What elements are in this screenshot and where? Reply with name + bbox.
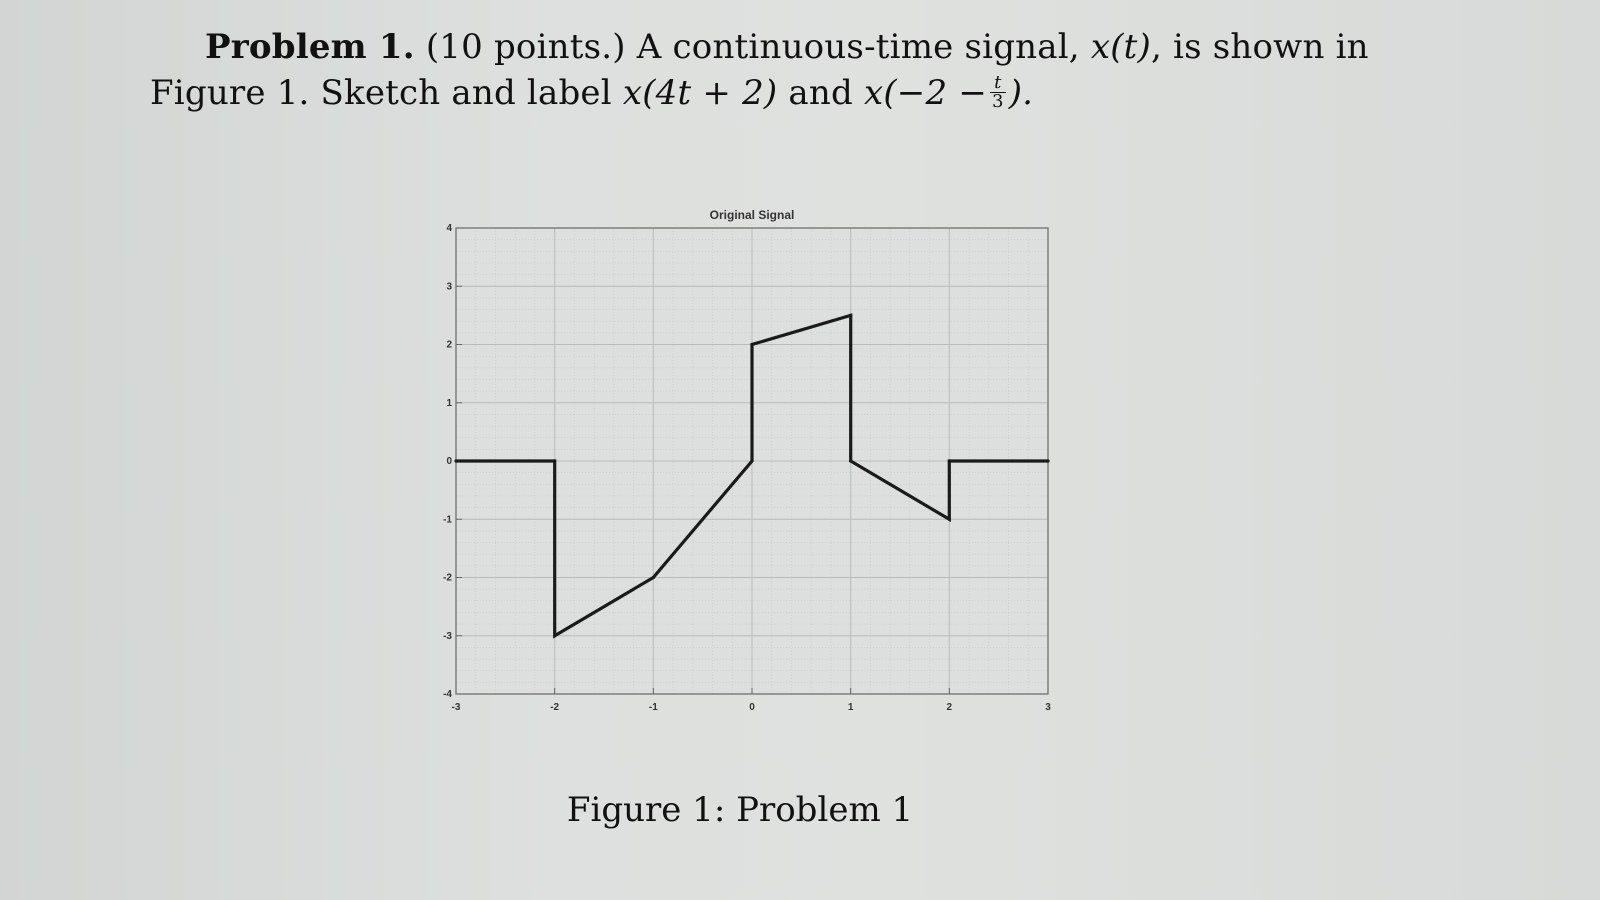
fraction-t-over-3 — [990, 71, 1006, 112]
data-point — [553, 459, 556, 462]
data-point — [750, 343, 753, 346]
data-point — [849, 314, 852, 317]
y-tick-label: -3 — [443, 630, 452, 642]
x-tick-label: -1 — [648, 702, 658, 713]
problem-text-2: , is shown in — [1151, 27, 1369, 67]
fraction-denominator: 3 — [992, 90, 1004, 112]
y-tick-label: 4 — [446, 223, 452, 234]
x-tick-label: 2 — [946, 702, 953, 713]
data-point — [1046, 459, 1049, 462]
fraction-numerator: t — [990, 74, 1006, 93]
problem-line-2 — [150, 70, 1380, 116]
y-tick-label: 0 — [446, 456, 452, 467]
y-tick-label: -2 — [443, 572, 452, 584]
data-point — [454, 459, 457, 462]
x-tick-label: 3 — [1045, 702, 1051, 713]
problem-line2-prefix: Figure 1. Sketch and label — [150, 73, 612, 113]
problem-heading: Problem 1. — [205, 27, 415, 67]
data-point — [948, 459, 951, 462]
y-tick-label: 1 — [446, 397, 452, 409]
problem-text-1: A continuous-time signal, — [636, 27, 1080, 67]
data-point — [849, 459, 852, 462]
and-text: and — [788, 73, 853, 113]
figure-caption: Figure 1: Problem 1 — [566, 790, 914, 830]
data-point — [553, 634, 556, 637]
expression-1: x(4t + 2) — [622, 73, 778, 113]
y-tick-label: 2 — [446, 339, 452, 351]
y-tick-label: -1 — [443, 514, 452, 526]
chart-title: Original Signal — [709, 208, 795, 222]
x-tick-label: 0 — [749, 702, 755, 713]
expression-2-prefix: x(−2 − — [863, 73, 988, 113]
signal-expression: x(t) — [1090, 27, 1152, 67]
signal-chart — [430, 200, 1090, 740]
figure-1 — [430, 200, 1090, 740]
data-point — [948, 518, 951, 521]
data-point — [652, 576, 655, 579]
expression-2-suffix: ). — [1008, 73, 1034, 113]
data-point — [750, 459, 753, 462]
y-tick-label: -4 — [443, 689, 452, 700]
x-tick-label: -3 — [451, 702, 461, 713]
problem-line-1 — [150, 24, 1380, 70]
x-tick-label: -2 — [550, 702, 560, 713]
x-tick-label: 1 — [847, 702, 854, 713]
problem-statement — [150, 24, 1380, 116]
problem-points: (10 points.) — [425, 27, 626, 67]
y-tick-label: 3 — [446, 281, 452, 293]
